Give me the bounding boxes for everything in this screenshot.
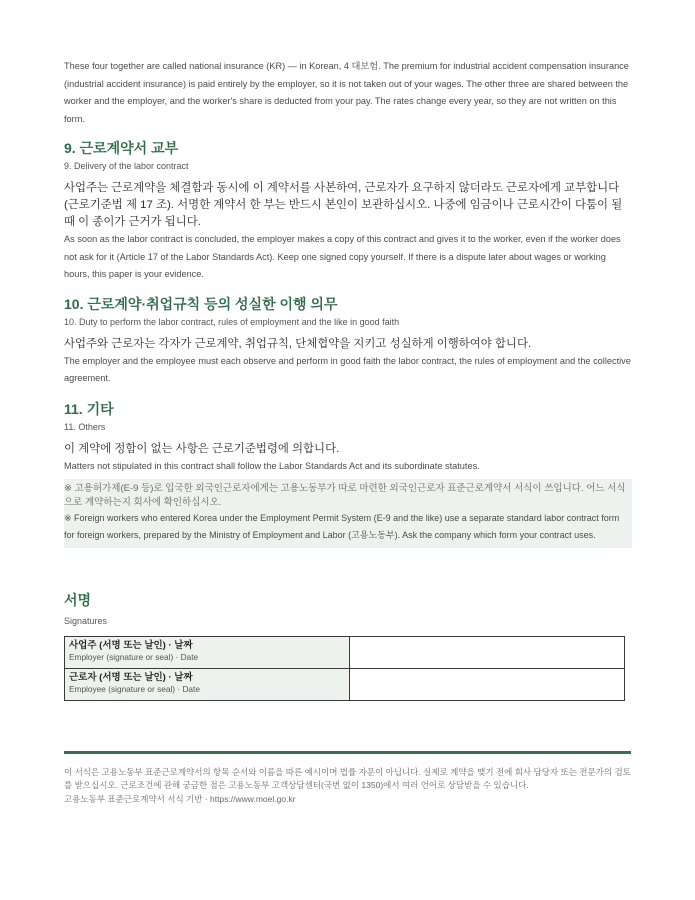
section-11 (64, 400, 632, 549)
employer-label-korean: 사업주 (서명 또는 날인) · 날짜 (69, 640, 193, 651)
signature-row-employee (65, 669, 625, 701)
signature-table (64, 636, 625, 701)
note-english-text: ※ Foreign workers who entered Korea under the Employment Permit System (E-9 and the like) use a separate standard labor contract form for foreign workers, prepared by the Ministry of Employment and Labor (고용노동부). Ask the company which form your contract uses. (64, 513, 620, 540)
signatures-subtitle: Signatures (64, 616, 108, 626)
section-9-english-text: As soon as the labor contract is concluded, the employer makes a copy of this contract and gives it to the worker, even if the worker does not ask for it (Article 17 of the Labor Standards Act). Keep one signed copy yourself. If there is a dispute later about wages or working hours, this paper is your evidence. (64, 234, 621, 279)
employer-label-english: Employer (signature or seal) · Date (69, 652, 199, 662)
employee-label-english: Employee (signature or seal) · Date (69, 684, 200, 694)
section-10-heading: 10. 근로계약·취업규칙 등의 성실한 이행 의무 (64, 295, 338, 312)
insurance-paragraph: These four together are called national insurance (KR) — in Korean, 4 대보험. The premium for industrial accident compensation insurance (industrial accident insurance) is paid entirely by the employer, so it is not taken out of your wages. The other three are shared between the worker and the employer, and the worker's share is deducted from your pay. The rates change every year, so they are not written on this form. (64, 61, 629, 124)
signatures-section (64, 591, 632, 701)
signatures-heading: 서명 (64, 592, 92, 608)
section-10-korean-text: 사업주와 근로자는 각자가 근로계약, 취업규칙, 단체협약을 지키고 성실하게 이행하여야 합니다. (64, 337, 532, 350)
section-9 (64, 139, 632, 284)
footer (64, 766, 632, 806)
employer-signature-label (65, 637, 350, 669)
section-9-heading: 9. 근로계약서 교부 (64, 140, 179, 156)
signature-row-employer (65, 637, 625, 669)
section-11-heading: 11. 기타 (64, 400, 114, 417)
footer-disclaimer: 이 서식은 고용노동부 표준근로계약서의 항목 순서와 이름을 따른 예시이며 법률 자문이 아닙니다. 실제로 계약을 맺기 전에 회사 담당자 또는 전문가의 검토를 받으십시오. 근로조건에 관해 궁금한 점은 고용노동부 고객상담센터(국번 없이 1350)에서 여러 언어로 상담받을 수 있습니다. (64, 767, 631, 790)
footer-divider (64, 751, 631, 754)
document-body (64, 58, 632, 701)
section-11-korean-text: 이 계약에 정함이 없는 사항은 근로기준법령에 의합니다. (64, 442, 340, 455)
note-korean-text: ※ 고용허가제(E-9 등)로 입국한 외국인근로자에게는 고용노동부가 따로 마련한 외국인근로자 표준근로계약서 서식이 쓰입니다. 어느 서식으로 계약하는지 회사에 확인하십시오. (64, 483, 626, 508)
footer-source: 고용노동부 표준근로계약서 서식 기반 · https://www.moel.go.kr (64, 794, 296, 804)
employee-signature-label (65, 669, 350, 701)
section-11-subtitle: 11. Others (64, 421, 106, 432)
employee-signature-field[interactable] (350, 669, 625, 701)
section-9-korean-text: 사업주는 근로계약을 체결함과 동시에 이 계약서를 사본하여, 근로자가 요구하지 않더라도 근로자에게 교부합니다(근로기준법 제 17 조). 서명한 계약서 한 부는 반드시 본인이 보관하십시오. 나중에 임금이나 근로시간이 다툼이 될 때 이 종이가 근거가 됩니다. (64, 182, 623, 228)
section-10-english-text: The employer and the employee must each observe and perform in good faith the labor contract, the rules of employment and the collective agreement. (64, 355, 631, 383)
section-10-subtitle: 10. Duty to perform the labor contract, rules of employment and the like in good faith (64, 316, 400, 327)
employer-signature-field[interactable] (350, 637, 625, 669)
section-9-subtitle: 9. Delivery of the labor contract (64, 161, 189, 171)
employee-label-korean: 근로자 (서명 또는 날인) · 날짜 (69, 672, 193, 683)
section-10 (64, 295, 632, 388)
foreign-worker-note (64, 479, 632, 548)
section-11-english-text: Matters not stipulated in this contract shall follow the Labor Standards Act and its subordinate statutes. (64, 460, 480, 471)
